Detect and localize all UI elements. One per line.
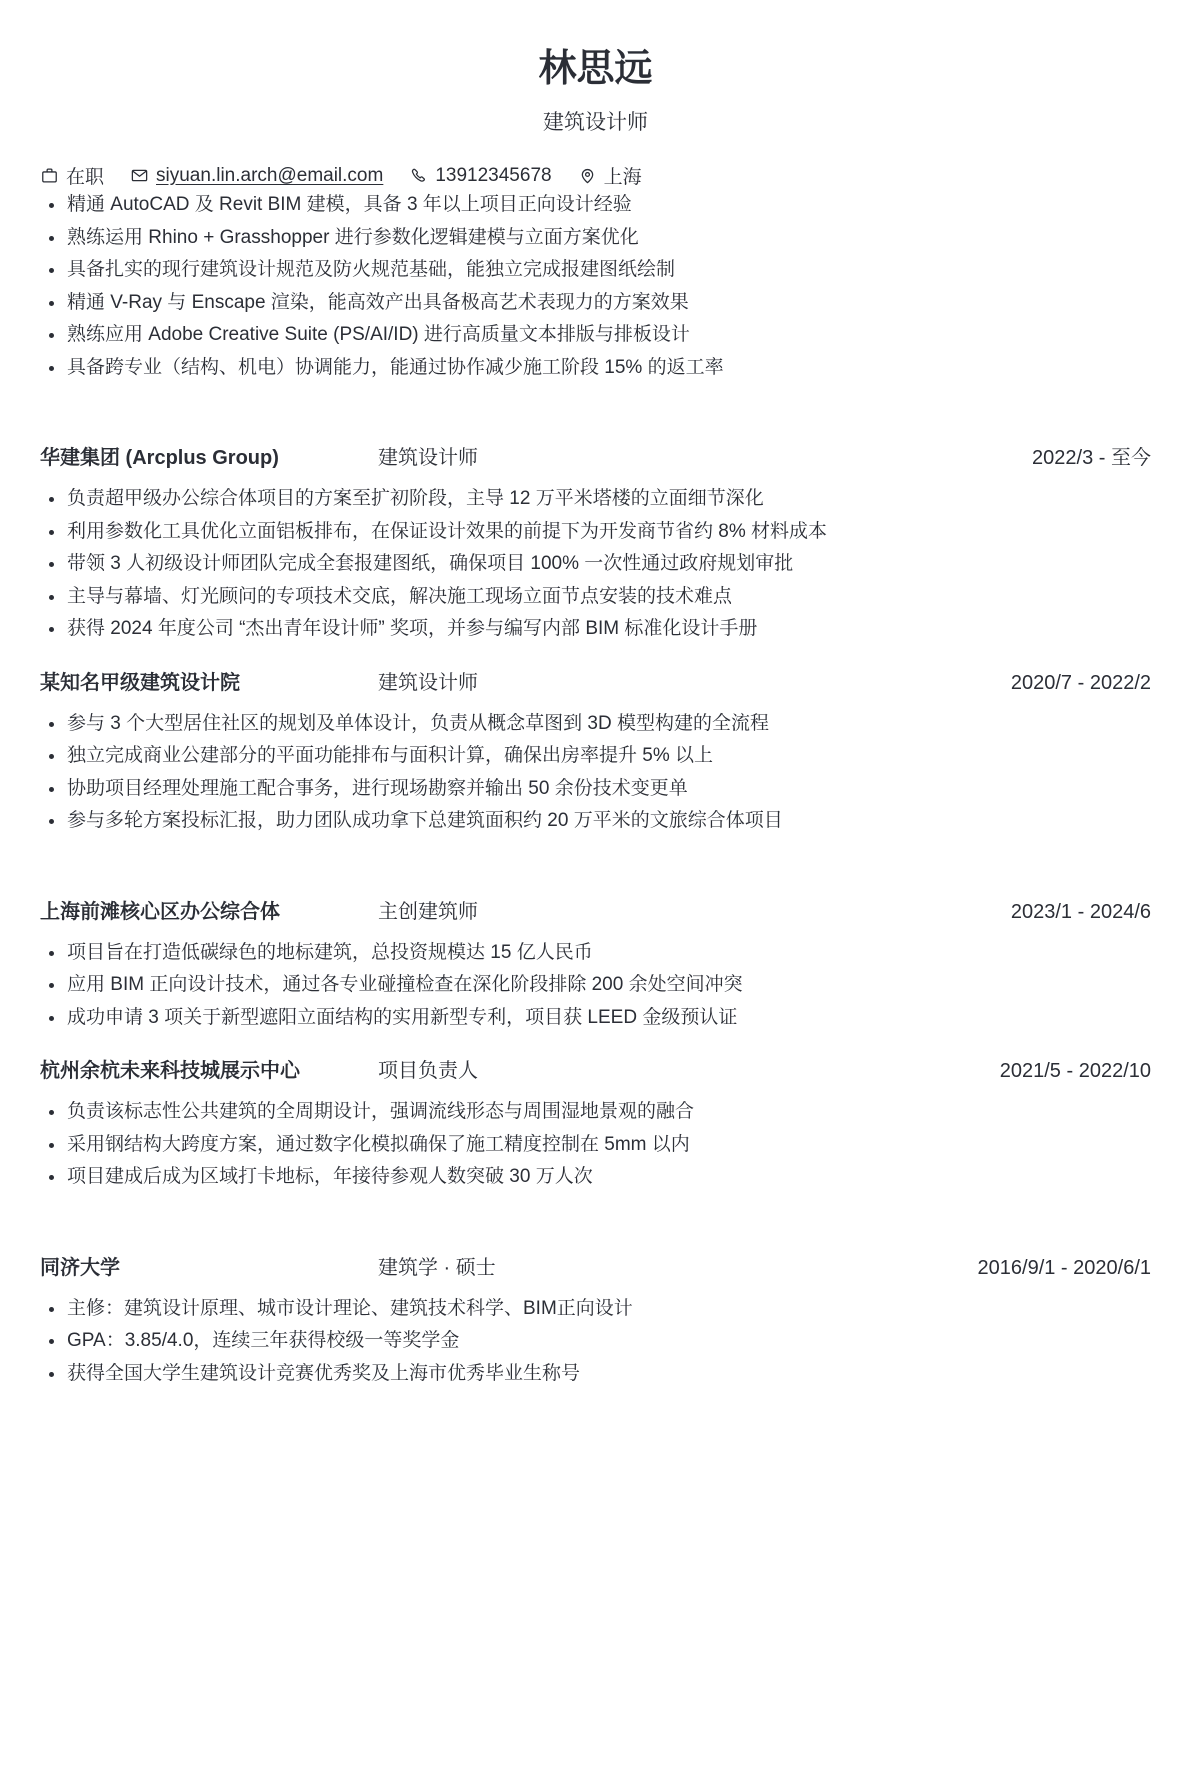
education-entry: [40, 1252, 1151, 1391]
summary-item: • 熟练运用 Rhino + Grasshopper 进行参数化逻辑建模与立面方案优化: [66, 222, 1151, 255]
bullet-item: • 参与多轮方案投标汇报，助力团队成功拿下总建筑面积约 20 万平米的文旅综合体项目: [66, 805, 1151, 838]
bullet-item: • GPA：3.85/4.0，连续三年获得校级一等奖学金: [66, 1325, 1151, 1358]
education-entry-header: [40, 1252, 1151, 1284]
summary-list: [40, 189, 1151, 384]
bullet-item: • 获得全国大学生建筑设计竞赛优秀奖及上海市优秀毕业生称号: [66, 1358, 1151, 1391]
date-range: 2020/7 - 2022/2: [1010, 671, 1151, 694]
project-name: 杭州余杭未来科技城展示中心: [40, 1060, 300, 1082]
experience-bullet-list: [40, 708, 1151, 838]
experience-bullet-list: [40, 483, 1151, 646]
phone-icon: [409, 166, 428, 185]
contact-status-label: 在职: [66, 167, 105, 188]
contact-phone: [409, 165, 551, 187]
bullet-item: • 带领 3 人初级设计师团队完成全套报建图纸，确保项目 100% 一次性通过政府规划审批: [66, 548, 1151, 581]
summary-item: • 具备扎实的现行建筑设计规范及防火规范基础，能独立完成报建图纸绘制: [66, 254, 1151, 287]
envelope-icon: [130, 166, 149, 185]
contact-status: [40, 162, 104, 189]
project-entry-header: [40, 896, 1151, 928]
bullet-item: • 负责该标志性公共建筑的全周期设计，强调流线形态与周围湿地景观的融合: [66, 1096, 1151, 1129]
date-range: 2016/9/1 - 2020/6/1: [977, 1256, 1151, 1279]
date-range: 2023/1 - 2024/6: [1010, 900, 1151, 923]
bullet-item: • 协助项目经理处理施工配合事务，进行现场勘察并输出 50 余份技术变更单: [66, 773, 1151, 806]
project-entry: [40, 1055, 1151, 1194]
education-bullet-list: [40, 1293, 1151, 1391]
role-title: 主创建筑师: [378, 900, 478, 923]
experience-section: [40, 442, 1151, 838]
bullet-item: • 获得 2024 年度公司 “杰出青年设计师” 奖项，并参与编写内部 BIM 标准化设计手册: [66, 613, 1151, 646]
bullet-item: • 负责超甲级办公综合体项目的方案至扩初阶段，主导 12 万平米塔楼的立面细节深化: [66, 483, 1151, 516]
project-bullet-list: [40, 937, 1151, 1035]
bullet-item: • 应用 BIM 正向设计技术，通过各专业碰撞检查在深化阶段排除 200 余处空间冲突: [66, 969, 1151, 1002]
role-title: 建筑设计师: [378, 447, 478, 469]
bullet-item: • 独立完成商业公建部分的平面功能排布与面积计算，确保出房率提升 5% 以上: [66, 740, 1151, 773]
bullet-item: • 主导与幕墙、灯光顾问的专项技术交底，解决施工现场立面节点安装的技术难点: [66, 581, 1151, 614]
education-section: [40, 1252, 1151, 1391]
contact-email: [130, 165, 383, 187]
summary-item: • 精通 V-Ray 与 Enscape 渲染，能高效产出具备极高艺术表现力的方案效果: [66, 287, 1151, 320]
summary-item: • 熟练应用 Adobe Creative Suite (PS/AI/ID) 进行高质量文本排版与排板设计: [66, 319, 1151, 352]
project-entry-header: [40, 1055, 1151, 1087]
degree-title: 建筑学 · 硕士: [378, 1256, 496, 1279]
bullet-item: • 主修：建筑设计原理、城市设计理论、建筑技术科学、BIM正向设计: [66, 1293, 1151, 1326]
bullet-item: • 参与 3 个大型居住社区的规划及单体设计，负责从概念草图到 3D 模型构建的全流程: [66, 708, 1151, 741]
job-title: 建筑设计师: [543, 111, 648, 134]
role-title: 项目负责人: [378, 1060, 478, 1082]
school-name: 同济大学: [40, 1256, 120, 1279]
date-range: 2022/3 - 至今: [1032, 447, 1151, 469]
briefcase-icon: [40, 166, 59, 185]
bullet-item: • 采用钢结构大跨度方案，通过数字化模拟确保了施工精度控制在 5mm 以内: [66, 1129, 1151, 1162]
role-title: 建筑设计师: [378, 671, 478, 694]
email-link[interactable]: siyuan.lin.arch@email.com: [156, 164, 384, 186]
experience-entry: [40, 442, 1151, 646]
projects-section: [40, 896, 1151, 1194]
contact-phone-label: 13912345678: [435, 164, 552, 186]
experience-entry: [40, 667, 1151, 838]
bullet-item: • 项目建成后成为区域打卡地标，年接待参观人数突破 30 万人次: [66, 1161, 1151, 1194]
summary-item: • 具备跨专业（结构、机电）协调能力，能通过协作减少施工阶段 15% 的返工率: [66, 352, 1151, 385]
project-entry: [40, 896, 1151, 1035]
company-name: 某知名甲级建筑设计院: [40, 671, 240, 694]
map-pin-icon: [578, 166, 597, 185]
summary-item: • 精通 AutoCAD 及 Revit BIM 建模，具备 3 年以上项目正向设计经验: [66, 189, 1151, 222]
bullet-item: • 项目旨在打造低碳绿色的地标建筑，总投资规模达 15 亿人民币: [66, 937, 1151, 970]
experience-entry-header: [40, 667, 1151, 699]
company-name: 华建集团 (Arcplus Group): [40, 447, 279, 469]
project-name: 上海前滩核心区办公综合体: [40, 900, 280, 923]
bullet-item: • 成功申请 3 项关于新型遮阳立面结构的实用新型专利，项目获 LEED 金级预认证: [66, 1002, 1151, 1035]
date-range: 2021/5 - 2022/10: [999, 1060, 1151, 1082]
experience-entry-header: [40, 442, 1151, 474]
contact-location-label: 上海: [603, 167, 642, 188]
project-bullet-list: [40, 1096, 1151, 1194]
page-title: 林思远: [538, 48, 653, 90]
contact-location: [578, 162, 642, 189]
contact-row: [40, 162, 1151, 189]
bullet-item: • 利用参数化工具优化立面铝板排布，在保证设计效果的前提下为开发商节省约 8% 材料成本: [66, 516, 1151, 549]
